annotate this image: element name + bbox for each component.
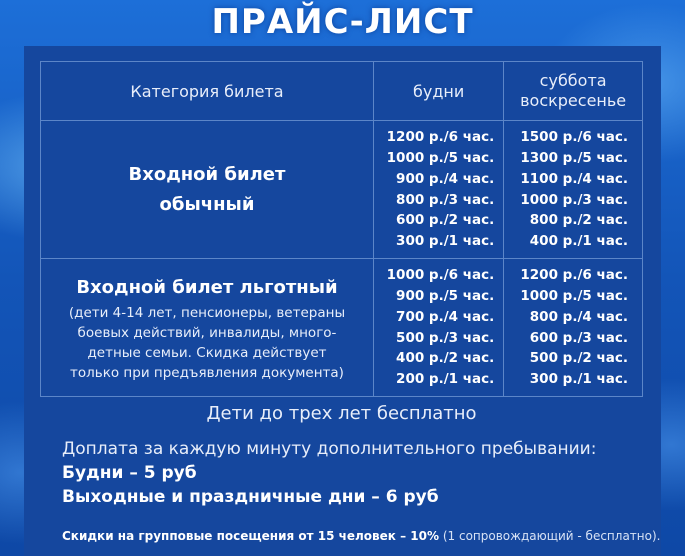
price-item: 600 р./3 час. <box>529 329 628 346</box>
table-row <box>41 259 643 397</box>
price-item: 500 р./2 час. <box>529 350 628 367</box>
header-weekend <box>504 62 643 121</box>
weekend-prices-regular <box>504 121 643 259</box>
price-item: 1500 р./6 час. <box>520 129 628 146</box>
extra-charge-weekend: Выходные и праздничные дни – 6 руб <box>62 487 439 507</box>
category-discounted-note-line: (дети 4-14 лет, пенсионеры, ветераны <box>68 304 346 321</box>
page-title: ПРАЙС-ЛИСТ <box>211 2 474 42</box>
price-item: 800 р./3 час. <box>396 191 495 208</box>
price-item: 1200 р./6 час. <box>386 129 495 146</box>
price-item: 600 р./2 час. <box>396 212 495 229</box>
extra-charge-weekdays: Будни – 5 руб <box>62 463 197 483</box>
group-discount-extra: (1 сопровождающий - бесплатно). <box>442 529 661 543</box>
group-discount-note <box>62 527 660 545</box>
weekend-prices-discounted <box>504 259 643 397</box>
header-category: Категория билета <box>41 62 374 121</box>
table-header-row <box>41 62 643 121</box>
price-item: 200 р./1 час. <box>396 371 495 388</box>
category-regular-title-line1: Входной билет <box>128 163 286 185</box>
table-row <box>41 121 643 259</box>
price-item: 300 р./1 час. <box>396 233 495 250</box>
price-item: 1000 р./5 час. <box>386 149 495 166</box>
price-item: 1000 р./6 час. <box>386 267 495 284</box>
category-discounted-title: Входной билет льготный <box>76 276 338 298</box>
category-discounted <box>41 259 374 397</box>
price-item: 500 р./3 час. <box>396 329 495 346</box>
price-item: 1200 р./6 час. <box>520 267 628 284</box>
price-item: 400 р./1 час. <box>529 233 628 250</box>
price-item: 1100 р./4 час. <box>520 170 628 187</box>
category-regular-title-line2: обычный <box>159 193 255 215</box>
price-item: 900 р./5 час. <box>396 287 495 304</box>
category-discounted-note-line: детные семьи. Скидка действует <box>87 344 327 361</box>
price-item: 800 р./4 час. <box>529 308 628 325</box>
extra-charge-block <box>62 437 596 509</box>
header-weekend-line1: суббота <box>539 71 607 90</box>
price-item: 700 р./4 час. <box>396 308 495 325</box>
price-item: 1000 р./5 час. <box>520 287 628 304</box>
header-weekdays: будни <box>373 62 503 121</box>
price-item: 900 р./4 час. <box>396 170 495 187</box>
price-item: 300 р./1 час. <box>529 371 628 388</box>
category-discounted-note-line: боевых действий, инвалиды, много- <box>77 324 337 341</box>
price-item: 1000 р./3 час. <box>520 191 628 208</box>
price-item: 400 р./2 час. <box>396 350 495 367</box>
price-item: 1300 р./5 час. <box>520 149 628 166</box>
header-weekend-line2: воскресенье <box>520 91 627 110</box>
price-table <box>40 61 643 397</box>
category-regular <box>41 121 374 259</box>
free-children-note: Дети до трех лет бесплатно <box>206 403 477 424</box>
group-discount-main: Скидки на групповые посещения от 15 человек – 10% <box>62 529 440 543</box>
weekday-prices-regular <box>373 121 503 259</box>
category-discounted-note-line: только при предъявления документа) <box>70 364 344 381</box>
extra-charge-heading: Доплата за каждую минуту дополнительного пребывании: <box>62 439 597 459</box>
weekday-prices-discounted <box>373 259 503 397</box>
price-item: 800 р./2 час. <box>529 212 628 229</box>
